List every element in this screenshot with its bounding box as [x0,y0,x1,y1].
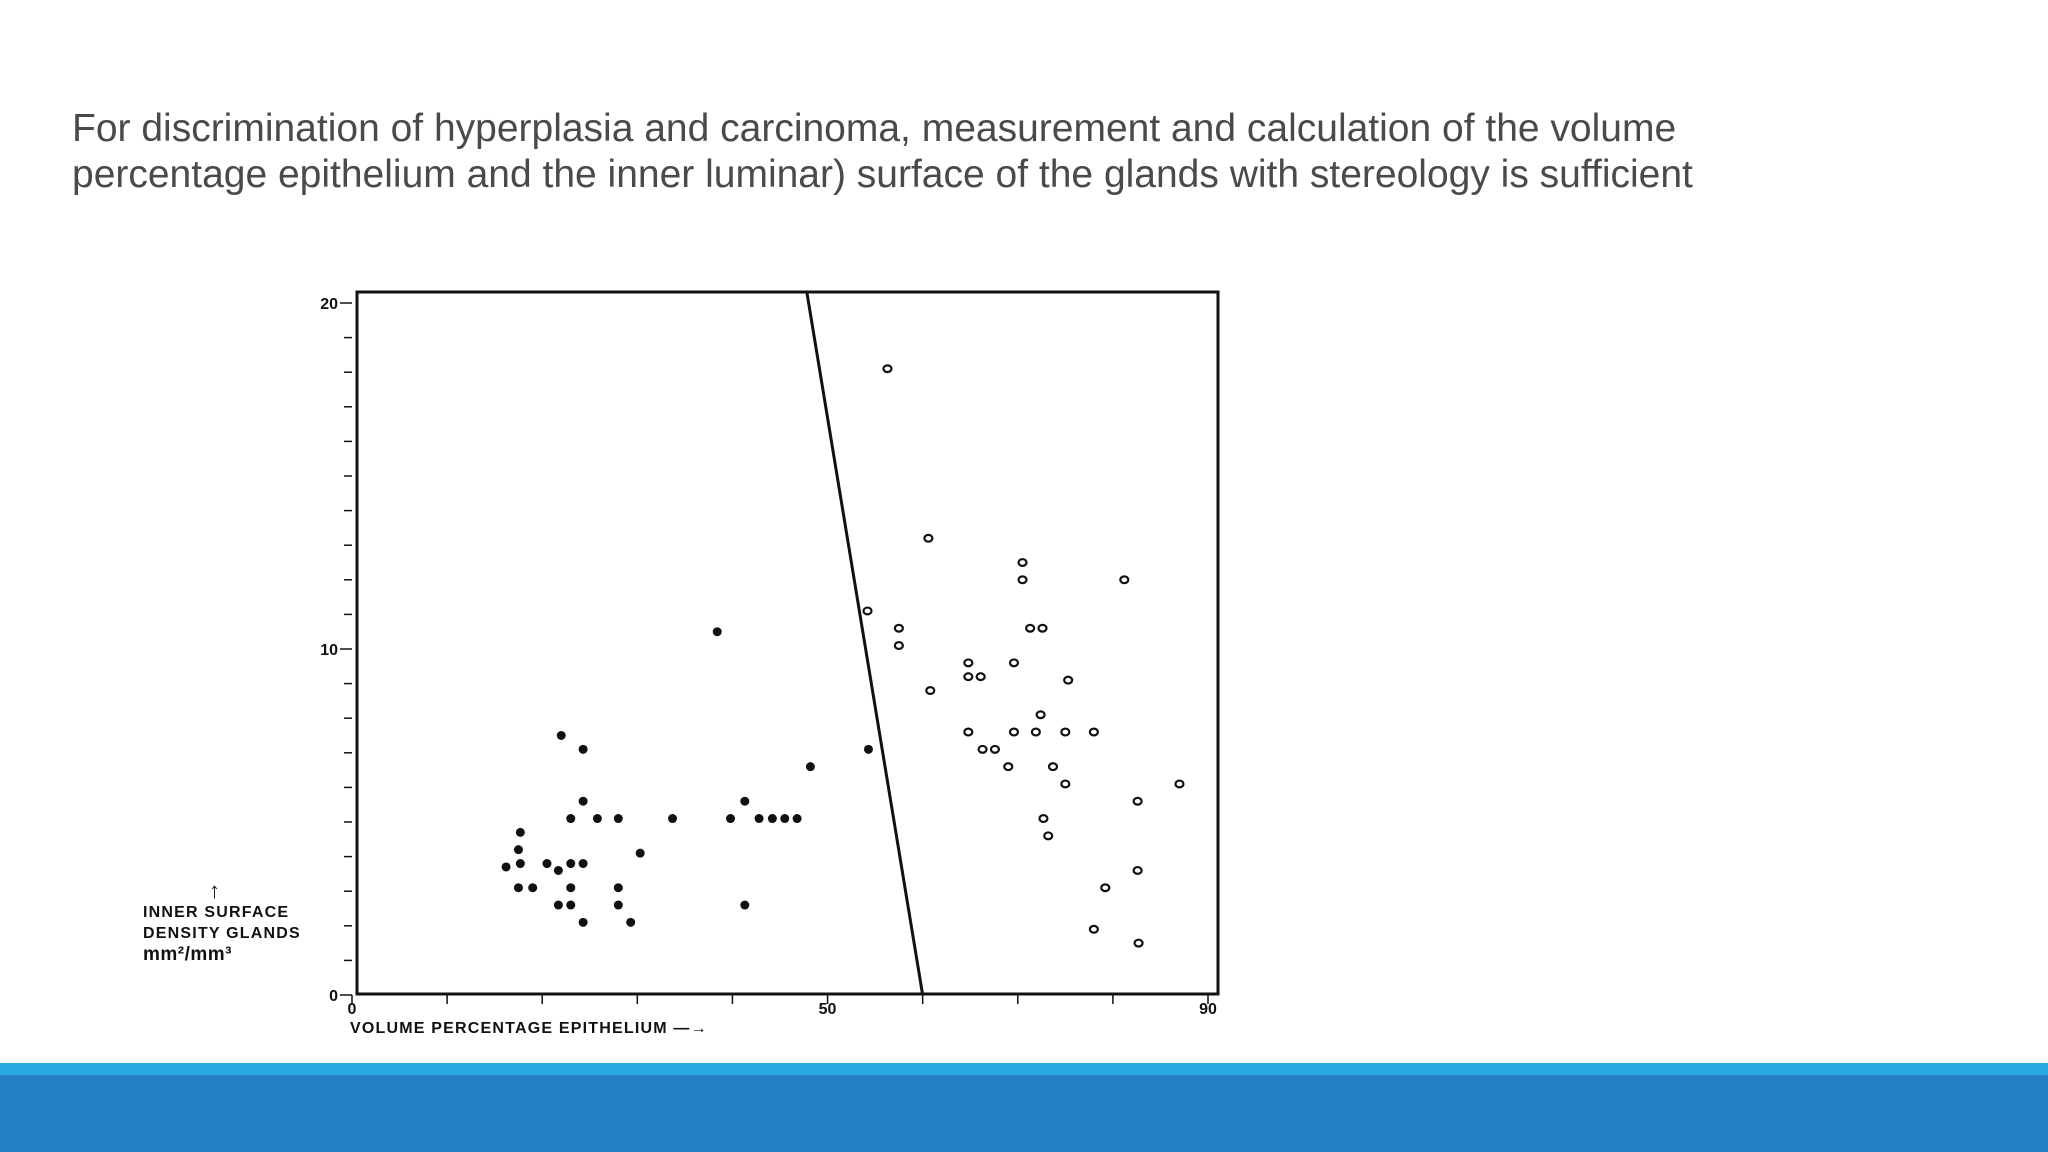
filled-data-point [740,797,749,806]
open-data-point [1010,659,1018,666]
open-data-point [883,365,891,372]
filled-data-point [514,845,523,854]
open-data-point [979,746,987,753]
filled-data-point [579,797,588,806]
y-axis-label [143,880,301,965]
x-axis-label [350,1020,708,1038]
y-tick-label: 0 [329,988,338,1005]
filled-data-point [516,859,525,868]
plot-frame [357,292,1218,994]
y-axis-unit: mm²/mm³ [143,944,233,965]
open-data-point [1064,677,1072,684]
filled-data-point [806,762,815,771]
open-data-point [964,729,972,736]
filled-data-point [726,814,735,823]
filled-data-point [614,814,623,823]
filled-data-point [516,828,525,837]
open-data-point [1120,576,1128,583]
filled-data-point [768,814,777,823]
filled-data-point [542,859,551,868]
filled-data-point [755,814,764,823]
open-data-point [1090,926,1098,933]
open-data-point [1032,729,1040,736]
footer-accent-bar [0,1063,2048,1075]
y-axis-label-line-2: DENSITY GLANDS [143,925,301,942]
open-data-point [1090,729,1098,736]
y-tick-label: 20 [320,296,338,313]
filled-data-point [593,814,602,823]
open-data-point [1134,798,1142,805]
filled-data-point [557,731,566,740]
filled-data-point [713,627,722,636]
x-tick-label: 90 [1199,1001,1217,1018]
y-axis-label-line-1: INNER SURFACE [143,904,290,921]
filled-data-point [579,918,588,927]
open-data-point [864,608,872,615]
filled-data-point [528,883,537,892]
open-data-point [964,673,972,680]
filled-data-point [566,883,575,892]
filled-data-point [864,745,873,754]
open-data-point [1037,711,1045,718]
x-axis-label-text: VOLUME PERCENTAGE EPITHELIUM [350,1020,668,1037]
open-data-point [1049,763,1057,770]
filled-data-point [566,901,575,910]
open-data-point [1061,781,1069,788]
filled-data-point [566,814,575,823]
open-data-point [1135,940,1143,947]
filled-data-point [614,883,623,892]
open-data-point [895,625,903,632]
filled-data-point [514,883,523,892]
open-data-point [1019,576,1027,583]
filled-data-point [614,901,623,910]
footer-bar [0,1075,2048,1152]
filled-data-point [636,849,645,858]
open-data-point [1004,763,1012,770]
discriminant-line [807,291,923,995]
filled-data-point [566,859,575,868]
y-axis-arrow: ↑ [209,878,222,903]
open-data-point [895,642,903,649]
open-data-point [1134,867,1142,874]
open-data-point [1061,729,1069,736]
x-tick-label: 0 [347,1001,357,1018]
open-data-point [1044,832,1052,839]
open-data-point [977,673,985,680]
open-data-point [1039,815,1047,822]
open-data-point [1175,781,1183,788]
filled-data-point [793,814,802,823]
open-data-point [1039,625,1047,632]
filled-data-point [626,918,635,927]
open-data-point [924,535,932,542]
x-tick-label: 50 [818,1001,837,1018]
slide-title-line-2: percentage epithelium and the inner luminar) surface of the glands with stereology is sufficient [72,153,1693,196]
open-data-point [926,687,934,694]
y-tick-label: 10 [320,642,338,659]
filled-data-point [668,814,677,823]
open-data-point [1010,729,1018,736]
open-data-point [1101,884,1109,891]
open-data-point [991,746,999,753]
filled-data-point [740,901,749,910]
filled-data-point [502,862,511,871]
open-data-point [1019,559,1027,566]
open-data-point [1026,625,1034,632]
filled-data-point [554,901,563,910]
filled-data-point [579,745,588,754]
open-data-point [964,659,972,666]
filled-data-point [579,859,588,868]
slide-title-line-1: For discrimination of hyperplasia and carcinoma, measurement and calculation of the volume [72,107,1677,150]
x-axis-arrow: —→ [673,1020,708,1037]
filled-data-point [554,866,563,875]
filled-data-point [780,814,789,823]
